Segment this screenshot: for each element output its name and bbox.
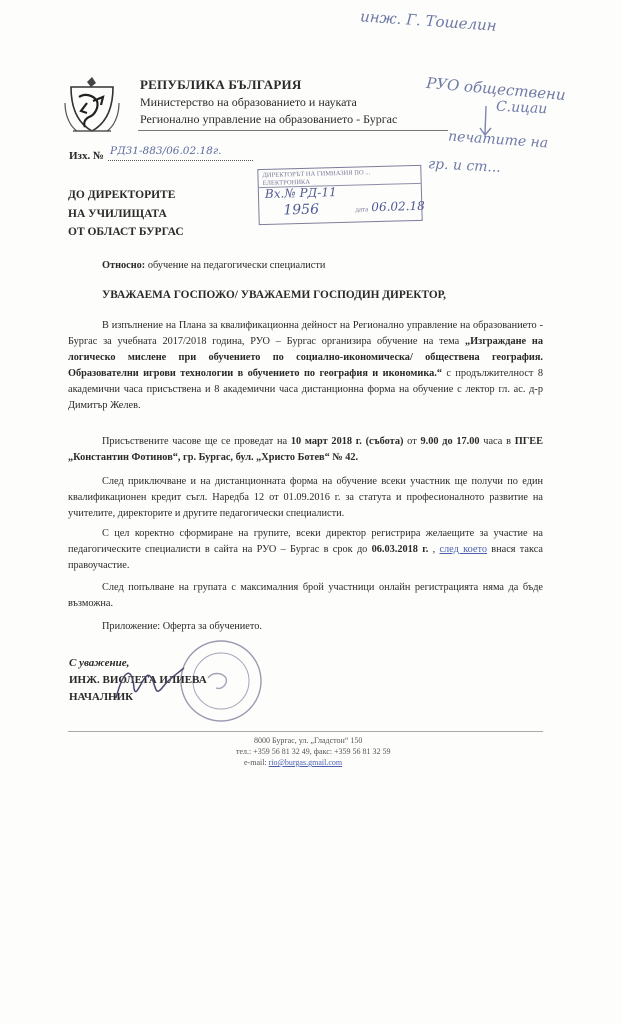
- p1-intro: В изпълнение на Плана за квалификационна дейност на Регионално управление на образованието - Бургас за учебната 2017/2018 година, РУО – Бургас организира обучение на тема: [68, 320, 543, 347]
- paragraph-training: [68, 318, 543, 414]
- handwritten-note-line4: гр. и ст...: [427, 156, 502, 176]
- signatory-title: НАЧАЛНИК: [69, 691, 134, 703]
- p2-from: от: [403, 436, 421, 447]
- p4-deadline: 06.03.2018 г.: [371, 544, 429, 555]
- paragraph-registration: [68, 526, 543, 574]
- handwritten-top-note: инж. Г. Тошелин: [359, 7, 498, 35]
- p2-intro: Присъствените часове ще се проведат на: [102, 436, 291, 447]
- closing: С уважение,: [69, 657, 130, 669]
- stamp-number: 1956: [283, 201, 320, 219]
- stamp-register: Вх.№ РД-11: [264, 185, 337, 201]
- header-ministry: Министерство на образованието и науката: [140, 95, 357, 109]
- p1-details: с продължителност 8 академични часа присъствена и 8 академични часа дистанционна форма на обучение с лектор гл. ас. д-р Димитър Желев.: [68, 368, 543, 411]
- footer-email-label: e-mail:: [244, 758, 269, 767]
- p2-at: часа в: [479, 436, 515, 447]
- stamp-date: 06.02.18: [371, 198, 425, 215]
- stamp-date-label: дата: [355, 205, 369, 214]
- addressee-line1: ДО ДИРЕКТОРИТЕ: [68, 189, 176, 201]
- p2-venue: ПГЕЕ „Константин Фотинов“, гр. Бургас, бул. „Христо Ботев“ № 42.: [68, 436, 544, 463]
- handwritten-note-line2: С.ицаи: [495, 98, 548, 118]
- p2-date: 10 март 2018 г. (събота): [290, 436, 404, 447]
- paragraph-attachment: Приложение: Оферта за обучението.: [102, 621, 262, 632]
- p4-intro: С цел коректно сформиране на групите, всеки директор регистрира желаещите за участие на педагогическите специалисти в сайта на РУО – Бургас в срок до: [68, 528, 543, 555]
- ref-label: Изх. №: [69, 150, 105, 162]
- signatory-name: ИНЖ. ВИОЛЕТА ИЛИЕВА: [69, 674, 207, 686]
- ref-underline: [108, 160, 253, 161]
- p1-topic: „Изграждане на логическо мислене при обучението по социално-икономическа/ обществена география. Образователни игрови технологии в обучението по география и икономика.“: [68, 336, 543, 379]
- header-rule: [138, 130, 448, 131]
- coat-of-arms-logo: [63, 73, 121, 135]
- footer-address: 8000 Бургас, ул. „Гладстон“ 150: [254, 736, 363, 745]
- footer-email-line: [244, 758, 342, 767]
- p4-sep: ,: [428, 544, 440, 555]
- p2-hours: 9.00 до 17.00: [420, 436, 480, 447]
- footer-phone: тел.: +359 56 81 32 49, факс: +359 56 81 32 59: [236, 747, 391, 756]
- paragraph-venue: [68, 434, 543, 466]
- subject-label: Относно:: [102, 260, 146, 271]
- handwritten-note-line1: РУО обществени: [425, 73, 567, 105]
- header-regional-office: Регионално управление на образованието - Бургас: [140, 112, 398, 126]
- header-country: РЕПУБЛИКА БЪЛГАРИЯ: [140, 77, 302, 92]
- addressee-line3: ОТ ОБЛАСТ БУРГАС: [68, 226, 184, 238]
- ref-number: РД31-883/06.02.18г.: [110, 145, 222, 157]
- footer-rule: [68, 731, 543, 732]
- footer-email-link[interactable]: rio@burgas.gmail.com: [268, 758, 343, 767]
- addressee-line2: НА УЧИЛИЩАТА: [68, 208, 167, 220]
- handwritten-signature: [110, 658, 190, 708]
- subject-line: [102, 258, 325, 274]
- subject-text: обучение на педагогически специалисти: [147, 260, 326, 271]
- stamp-header: ДИРЕКТОРЪТ НА ГИМНАЗИЯ ПО ... ЕЛЕКТРОНИКА: [262, 169, 371, 188]
- incoming-stamp: [257, 165, 425, 225]
- handwritten-arrow-icon: [476, 104, 496, 140]
- salutation: УВАЖАЕМА ГОСПОЖО/ УВАЖАЕМИ ГОСПОДИН ДИРЕКТОР,: [102, 289, 446, 301]
- paragraph-capacity: След попълване на групата с максималния брой участници онлайн регистрацията няма да бъде възможна.: [68, 582, 543, 609]
- p4-fee: внася такса правоучастие.: [68, 544, 544, 571]
- p4-link[interactable]: след което: [439, 544, 487, 555]
- handwritten-note-line3: печатите на: [447, 128, 549, 152]
- paragraph-credit: След приключване и на дистанционната форма на обучение всеки участник ще получи по един квалификационен кредит съгл. Наредба 12 от 01.09.2016 г. за статута и професионалното развитие на учителите, директорите и другите педагогически специалисти.: [68, 476, 543, 519]
